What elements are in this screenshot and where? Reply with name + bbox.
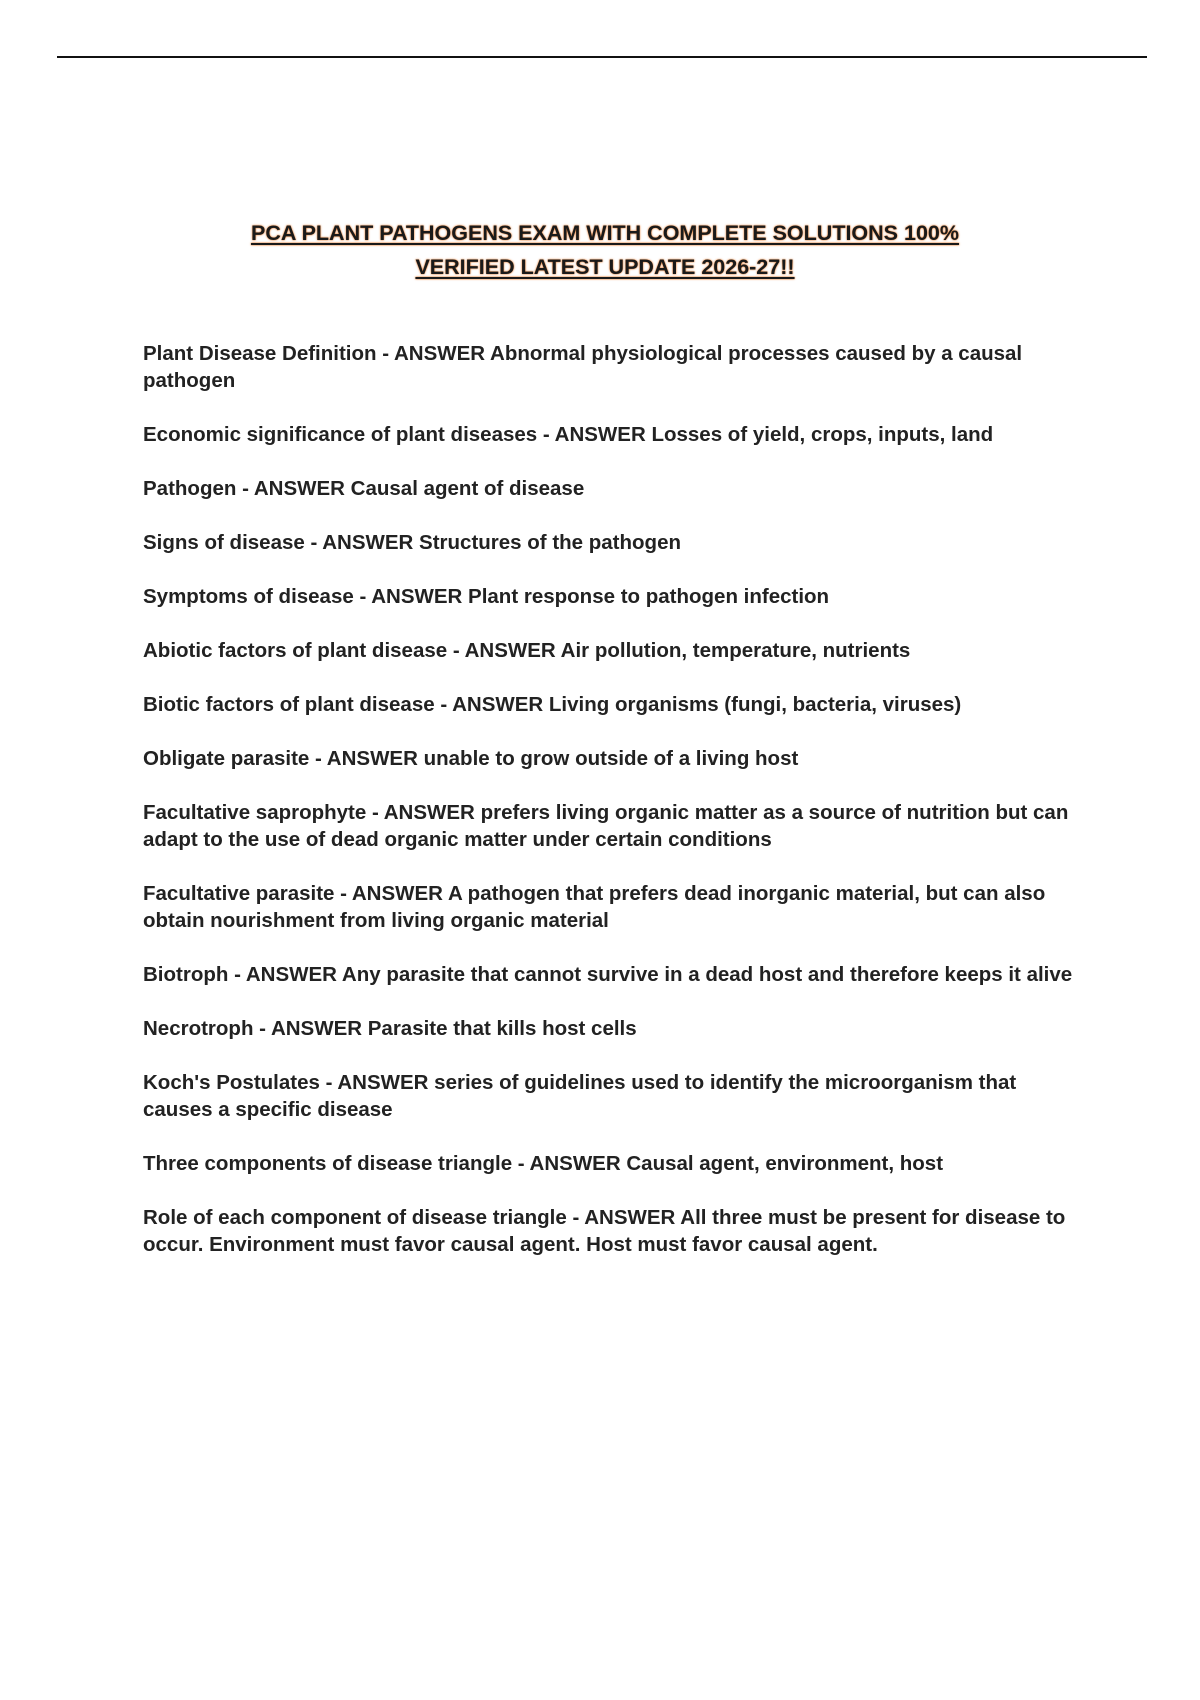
qa-item: [143, 340, 1073, 394]
answer-separator: - ANSWER: [309, 747, 424, 770]
qa-answer: series of guidelines used to identify the microorganism that causes a specific disease: [143, 1071, 1017, 1121]
qa-answer: Plant response to pathogen infection: [468, 585, 830, 608]
qa-answer: Structures of the pathogen: [419, 531, 682, 554]
qa-list: [143, 340, 1073, 1285]
qa-term: Facultative parasite: [143, 882, 335, 905]
qa-term: Signs of disease: [143, 531, 305, 554]
qa-item: [143, 1069, 1073, 1123]
qa-term: Biotroph: [143, 963, 229, 986]
qa-term: Economic significance of plant diseases: [143, 423, 538, 446]
qa-term: Facultative saprophyte: [143, 801, 367, 824]
answer-separator: - ANSWER: [304, 531, 420, 554]
qa-item: [143, 961, 1073, 988]
title-line-2: VERIFIED LATEST UPDATE 2026-27!!: [415, 255, 795, 279]
qa-answer: Causal agent, environment, host: [626, 1152, 944, 1175]
qa-answer: Any parasite that cannot survive in a dead host and therefore keeps it alive: [341, 963, 1073, 986]
qa-item: [143, 583, 1073, 610]
qa-item: [143, 475, 1073, 502]
qa-term: Koch's Postulates: [143, 1071, 320, 1094]
answer-separator: - ANSWER: [537, 423, 652, 446]
qa-answer: Abnormal physiological processes caused by a causal pathogen: [143, 342, 1023, 392]
qa-term: Biotic factors of plant disease: [143, 693, 435, 716]
answer-separator: - ANSWER: [319, 1071, 435, 1094]
answer-separator: - ANSWER: [376, 342, 491, 365]
answer-separator: - ANSWER: [228, 963, 342, 986]
qa-answer: A pathogen that prefers dead inorganic material, but can also obtain nourishment from living organic material: [143, 882, 1046, 932]
answer-separator: - ANSWER: [334, 882, 448, 905]
qa-answer: unable to grow outside of a living host: [423, 747, 799, 770]
qa-item: [143, 529, 1073, 556]
answer-separator: - ANSWER: [566, 1206, 681, 1229]
qa-item: [143, 745, 1073, 772]
answer-separator: - ANSWER: [512, 1152, 627, 1175]
page-title: [100, 216, 1110, 284]
qa-item: [143, 880, 1073, 934]
qa-term: Role of each component of disease triangle: [143, 1206, 567, 1229]
qa-item: [143, 1015, 1073, 1042]
answer-separator: - ANSWER: [353, 585, 469, 608]
qa-term: Abiotic factors of plant disease: [143, 639, 448, 662]
qa-item: [143, 1150, 1073, 1177]
qa-term: Obligate parasite: [143, 747, 310, 770]
qa-term: Necrotroph: [143, 1017, 254, 1040]
qa-answer: Causal agent of disease: [350, 477, 585, 500]
answer-separator: - ANSWER: [236, 477, 351, 500]
answer-separator: - ANSWER: [447, 639, 561, 662]
qa-term: Three components of disease triangle: [143, 1152, 513, 1175]
qa-answer: prefers living organic matter as a source of nutrition but can adapt to the use of dead organic matter under certain conditions: [143, 801, 1069, 851]
qa-term: Pathogen: [143, 477, 237, 500]
qa-answer: Losses of yield, crops, inputs, land: [651, 423, 994, 446]
qa-answer: Air pollution, temperature, nutrients: [560, 639, 911, 662]
qa-item: [143, 799, 1073, 853]
qa-answer: All three must be present for disease to occur. Environment must favor causal agent. Host must favor causal agent.: [143, 1206, 1066, 1256]
qa-answer: Living organisms (fungi, bacteria, viruses): [548, 693, 962, 716]
answer-separator: - ANSWER: [366, 801, 481, 824]
qa-item: [143, 1204, 1073, 1258]
answer-separator: - ANSWER: [253, 1017, 368, 1040]
qa-item: [143, 691, 1073, 718]
title-line-1: PCA PLANT PATHOGENS EXAM WITH COMPLETE SOLUTIONS 100%: [251, 221, 959, 245]
qa-term: Plant Disease Definition: [143, 342, 377, 365]
qa-term: Symptoms of disease: [143, 585, 354, 608]
qa-answer: Parasite that kills host cells: [367, 1017, 637, 1040]
qa-item: [143, 421, 1073, 448]
top-rule: [57, 56, 1147, 58]
qa-item: [143, 637, 1073, 664]
answer-separator: - ANSWER: [434, 693, 549, 716]
